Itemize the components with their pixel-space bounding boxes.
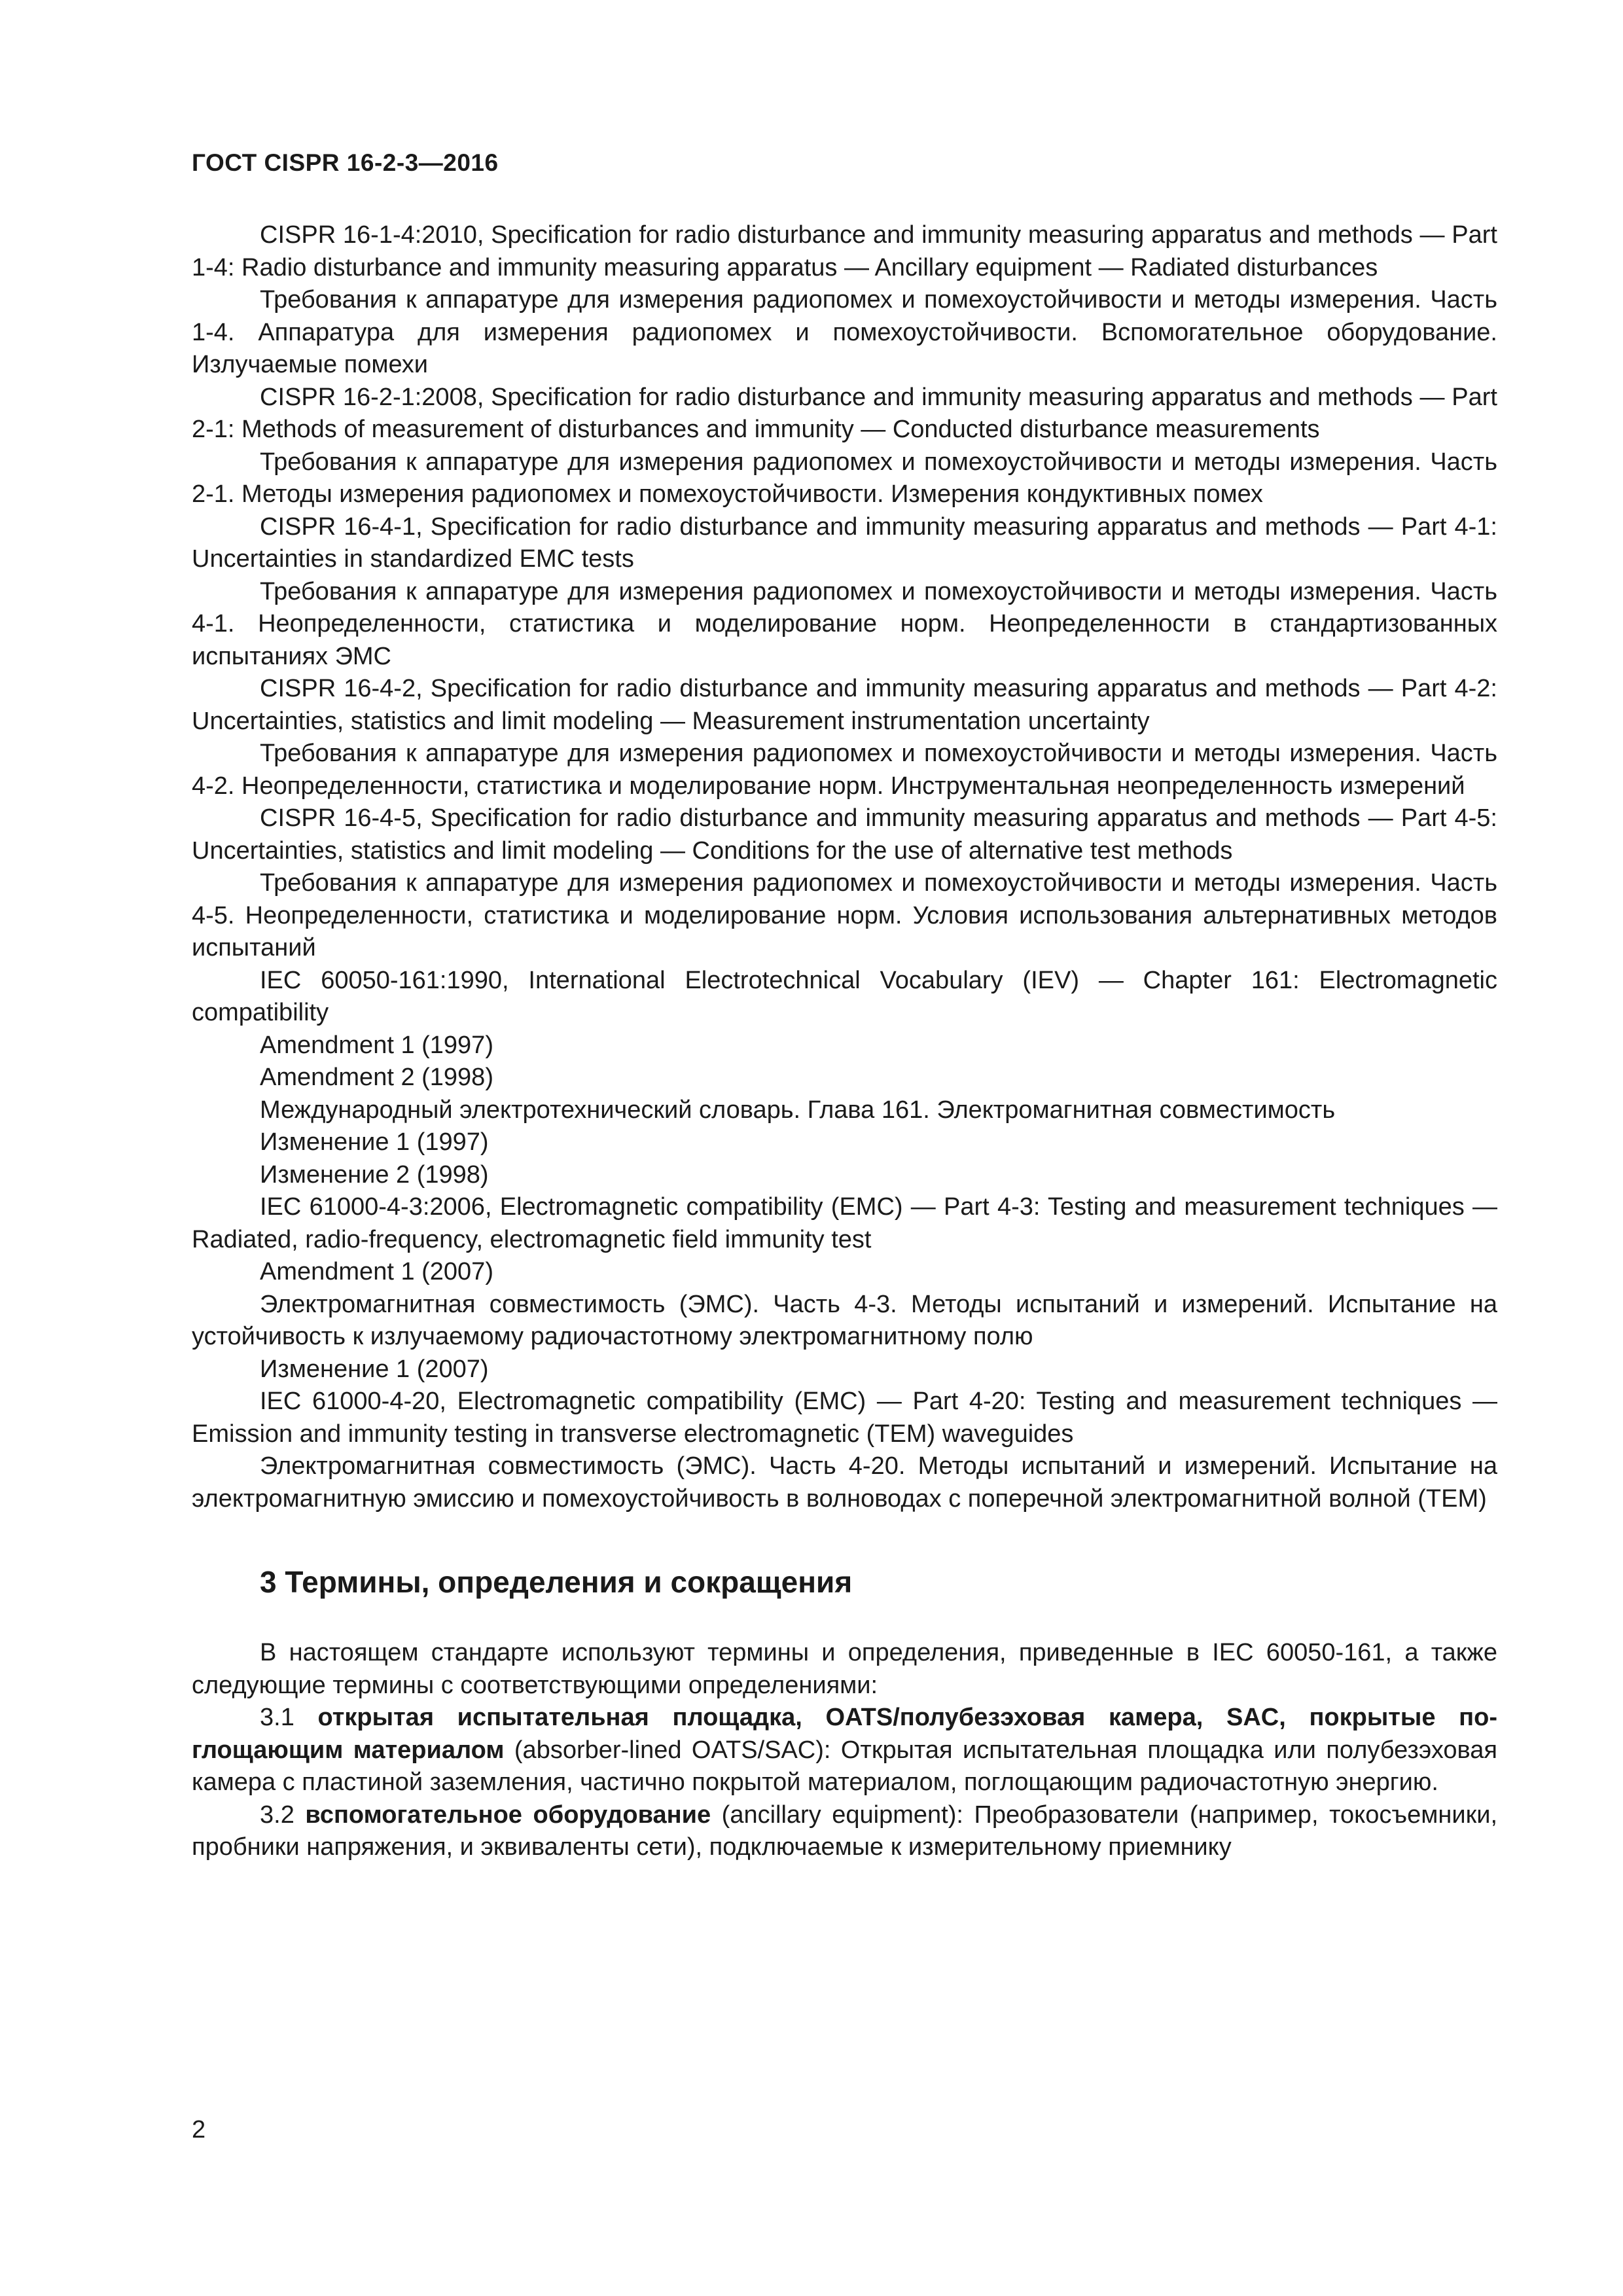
reference-paragraph: Электромагнитная совместимость (ЭМС). Часть 4-20. Методы испытаний и измерений. Испытание на электромагнитную эмиссию и помехоустойчивость в волноводах с поперечной электромагнитной волной (ТЕМ) — [192, 1452, 1497, 1513]
reference-paragraph: Amendment 1 (2007) — [260, 1258, 493, 1285]
term-text: (ancillary equipment): Преобразователи (например, токосъемники, пробники напряжения, и эквиваленты сети), подключаемые к измерительному приемнику — [192, 1801, 1498, 1861]
reference-paragraph: IEC 61000-4-3:2006, Electromagnetic compatibility (EMC) — Part 4-3: Testing and measurement techniques — Radiated, radio-frequency, electromagnetic field immunity test — [192, 1193, 1497, 1253]
term-number: 3.2 — [260, 1801, 306, 1829]
term-number: 3.1 — [260, 1704, 318, 1731]
term-definition — [192, 1702, 1497, 1799]
term-name: открытая испытательная площадка, OATS/полубезэховая камера, SAC, покрытые поглощающим материалом — [192, 1704, 1497, 1764]
page-number: 2 — [192, 2116, 206, 2144]
reference-paragraph: CISPR 16-2-1:2008, Specification for radio disturbance and immunity measuring apparatus and methods — Part 2-1: Methods of measurement of disturbances and immunity — Conducted disturbance measurements — [192, 383, 1497, 443]
reference-paragraph: Электромагнитная совместимость (ЭМС). Часть 4-3. Методы испытаний и измерений. Испытание на устойчивость к излучаемому радиочастотному электромагнитному полю — [192, 1290, 1497, 1350]
reference-paragraph: Требования к аппаратуре для измерения радиопомех и помехоустойчивости и методы измерения. Часть 4-1. Неопределенности, статистика и моделирование норм. Неопределенности в стандартизованных испытаниях ЭМС — [192, 577, 1497, 670]
reference-paragraph: CISPR 16-4-2, Specification for radio disturbance and immunity measuring apparatus and methods — Part 4-2: Uncertainties, statistics and limit modeling — Measurement instrumentation uncertainty — [192, 675, 1497, 735]
reference-paragraph: Требования к аппаратуре для измерения радиопомех и помехоустойчивости и методы измерения. Часть 1-4. Аппаратура для измерения радиопомех и помехоустойчивости. Вспомогательное оборудование. Излучаемые помехи — [192, 286, 1497, 378]
reference-paragraph: Amendment 1 (1997) — [260, 1031, 493, 1059]
reference-paragraph: IEC 60050-161:1990, International Electrotechnical Vocabulary (IEV) — Chapter 161: Electromagnetic compatibility — [192, 966, 1497, 1026]
reference-paragraph: Требования к аппаратуре для измерения радиопомех и помехоустойчивости и методы измерения. Часть 4-5. Неопределенности, статистика и моделирование норм. Условия использования альтернативных методов испытаний — [192, 869, 1497, 961]
reference-paragraph: CISPR 16-4-1, Specification for radio disturbance and immunity measuring apparatus and methods — Part 4-1: Uncertainties in standardized EMC tests — [192, 512, 1497, 573]
term-name: вспомогательное оборудование — [305, 1801, 711, 1829]
section-intro: В настоящем стандарте используют термины и определения, приведенные в IEC 60050-161, а также следующие термины с соответствующими определениями: — [192, 1639, 1497, 1699]
document-body — [192, 219, 1497, 1864]
reference-paragraph: Изменение 2 (1998) — [260, 1160, 489, 1189]
reference-paragraph: CISPR 16-1-4:2010, Specification for radio disturbance and immunity measuring apparatus and methods — Part 1-4: Radio disturbance and immunity measuring apparatus — Ancillary equipment — Radiated disturbances — [192, 221, 1497, 281]
term-text: (absorber-lined OATS/SAC): Открытая испытательная площадка или полубезэховая камера с пластиной заземления, частично покрытой материалом, поглощающим радиочастотную энергию. — [192, 1736, 1497, 1796]
reference-paragraph: Международный электротехнический словарь. Глава 161. Электромагнитная совместимость — [260, 1096, 1336, 1124]
document-header: ГОСТ CISPR 16-2-3—2016 — [192, 149, 499, 176]
section-heading: 3 Термины, определения и сокращения — [260, 1565, 853, 1599]
reference-paragraph: Изменение 1 (1997) — [260, 1128, 489, 1156]
term-definition — [192, 1799, 1497, 1864]
reference-paragraph: Требования к аппаратуре для измерения радиопомех и помехоустойчивости и методы измерения. Часть 2-1. Методы измерения радиопомех и помехоустойчивости. Измерения кондуктивных помех — [192, 448, 1497, 508]
reference-paragraph: CISPR 16-4-5, Specification for radio disturbance and immunity measuring apparatus and methods — Part 4-5: Uncertainties, statistics and limit modeling — Conditions for the use of alternative test methods — [192, 804, 1497, 865]
reference-paragraph: IEC 61000-4-20, Electromagnetic compatibility (EMC) — Part 4-20: Testing and measurement techniques — Emission and immunity testing in transverse electromagnetic (TEM) waveguides — [192, 1388, 1497, 1448]
reference-paragraph: Требования к аппаратуре для измерения радиопомех и помехоустойчивости и методы измерения. Часть 4-2. Неопределенности, статистика и моделирование норм. Инструментальная неопределенность измерений — [192, 740, 1497, 800]
reference-paragraph: Изменение 1 (2007) — [260, 1355, 489, 1383]
reference-paragraph: Amendment 2 (1998) — [260, 1064, 493, 1091]
